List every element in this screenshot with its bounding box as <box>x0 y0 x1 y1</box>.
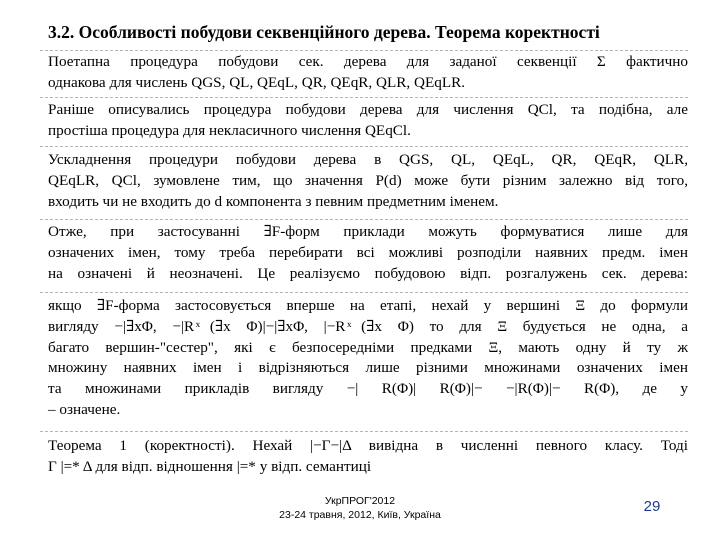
paragraph-line: входить чи не входить до d компонента з певним предметним іменем. <box>48 192 499 210</box>
page-number: 29 <box>643 498 661 515</box>
paragraph-line: та множинами прикладів вигляду −| R(Φ)| R(Φ)|− −|R(Φ)|− R(Φ), де y <box>48 380 688 398</box>
paragraph-line: вигляду −|∃xΦ, −|R ͯ(∃x Φ)|−|∃xΦ, |−R ͯ(∃x Φ) то для Ξ будується не одна, а <box>48 317 688 335</box>
paragraph-line: на означені й неозначені. Це реалізуємо побудовою відп. розгалужень сек. дерева: <box>48 264 688 282</box>
paragraph-4 <box>48 222 688 284</box>
paragraph-line: означених імен, тому треба перебирати всі можливі розподіли наявних предм. імен <box>48 243 688 261</box>
divider <box>40 431 688 432</box>
paragraph-line: простіша процедура для некласичного числення QEqCl. <box>48 121 411 139</box>
divider <box>40 219 688 220</box>
divider <box>40 50 688 51</box>
paragraph-line: Раніше описувались процедура побудови дерева для числення QCl, та подібна, але <box>48 101 688 118</box>
paragraph-line: Поетапна процедура побудови сек. дерева для заданої секвенції Σ фактично <box>48 53 688 70</box>
footer-date-place: 23-24 травня, 2012, Київ, Україна <box>279 509 441 521</box>
paragraph-1 <box>48 52 688 94</box>
paragraph-3 <box>48 150 688 212</box>
paragraph-line: Ускладнення процедури побудови дерева в QGS, QL, QEqL, QR, QEqR, QLR, <box>48 151 688 168</box>
slide-title: 3.2. Особливості побудови секвенційного дерева. Теорема коректності <box>48 22 600 42</box>
paragraph-line: однакова для числень QGS, QL, QEqL, QR, QEqR, QLR, QEqLR. <box>48 73 466 91</box>
paragraph-line: якщо ∃F-форма застосовується вперше на етапі, нехай у вершині Ξ до формули <box>48 297 688 314</box>
divider <box>40 292 688 293</box>
divider <box>40 97 688 98</box>
divider <box>40 146 688 147</box>
paragraph-line: QEqLR, QCl, зумовлене тим, що значення P(d) може бути різним залежно від того, <box>48 171 688 189</box>
paragraph-5 <box>48 296 688 421</box>
footer <box>240 494 480 522</box>
paragraph-line: Отже, при застосуванні ∃F-форм приклади можуть формуватися лише для <box>48 223 688 240</box>
paragraph-2 <box>48 100 688 142</box>
paragraph-line: багато вершин-"сестер", які є безпосередніми предками Ξ, мають одну й ту ж <box>48 338 688 356</box>
paragraph-6 <box>48 436 688 478</box>
footer-conference: УкрПРОГ'2012 <box>324 495 396 507</box>
paragraph-line: Γ |=* Δ для відп. відношення |=* у відп. семантиці <box>48 457 372 475</box>
paragraph-line: Теорема 1 (коректності). Нехай |−Γ−|Δ вивідна в численні певного класу. Тоді <box>48 437 688 454</box>
paragraph-line: – означене. <box>48 400 121 418</box>
paragraph-line: множину наявних імен і відрізняються лише різними множинами означених імен <box>48 359 688 377</box>
